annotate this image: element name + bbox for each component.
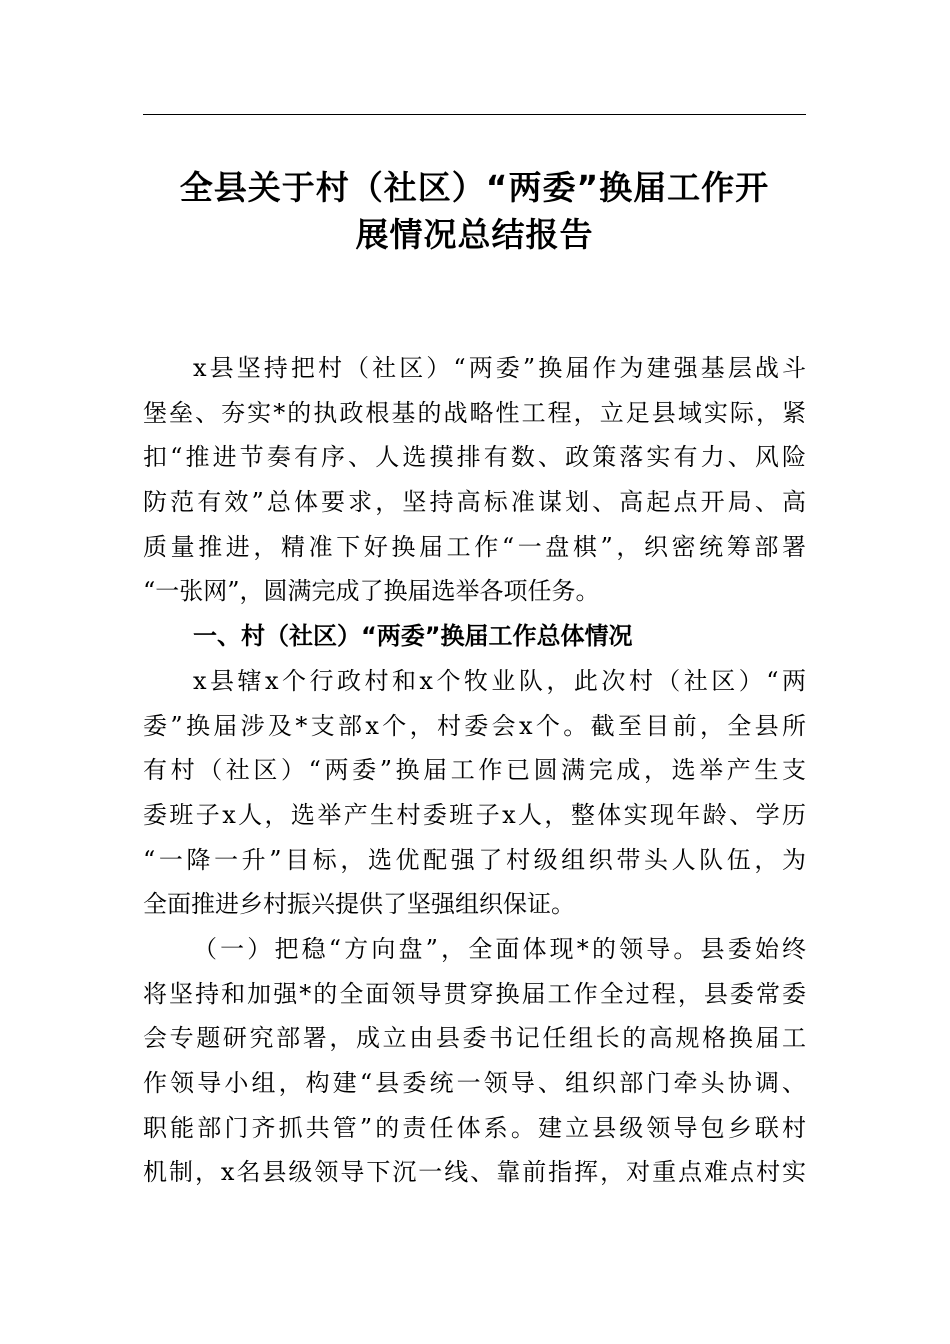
text-line: 委班子x人，选举产生村委班子x人，整体实现年龄、学历 [143, 800, 806, 829]
paragraph [143, 346, 806, 614]
text-line: 将坚持和加强*的全面领导贯穿换届工作全过程，县委常委 [143, 979, 806, 1008]
document-title [143, 164, 806, 258]
text-line: （一）把稳“方向盘”，全面体现*的领导。县委始终 [193, 934, 806, 963]
text-line: 职能部门齐抓共管”的责任体系。建立县级领导包乡联村 [143, 1113, 806, 1142]
text-line: 机制，x名县级领导下沉一线、靠前指挥，对重点难点村实 [143, 1158, 806, 1187]
text-line: 质量推进，精准下好换届工作“一盘棋”，织密统筹部署 [143, 532, 806, 561]
paragraph [143, 927, 806, 1195]
document-body [143, 346, 806, 1195]
title-line: 展情况总结报告 [355, 215, 594, 254]
paragraph [143, 659, 806, 927]
text-line: 一、村（社区）“两委”换届工作总体情况 [193, 622, 633, 651]
section-heading [143, 614, 806, 659]
text-line: x县坚持把村（社区）“两委”换届作为建强基层战斗 [193, 354, 806, 382]
title-line: 全县关于村（社区）“两委”换届工作开 [179, 168, 770, 207]
text-line: 委”换届涉及*支部x个，村委会x个。截至目前，全县所 [143, 711, 806, 740]
header-rule [143, 114, 806, 115]
text-line: “一降一升”目标，选优配强了村级组织带头人队伍，为 [143, 845, 806, 874]
text-line: “一张网”，圆满完成了换届选举各项任务。 [143, 577, 600, 606]
text-line: 作领导小组，构建“县委统一领导、组织部门牵头协调、 [143, 1069, 806, 1097]
text-line: 全面推进乡村振兴提供了坚强组织保证。 [143, 890, 575, 919]
text-line: 扣“推进节奏有序、人选摸排有数、政策落实有力、风险 [143, 443, 806, 472]
text-line: 有村（社区）“两委”换届工作已圆满完成，选举产生支 [143, 756, 806, 785]
text-line: 堡垒、夯实*的执政根基的战略性工程，立足县域实际，紧 [143, 398, 806, 427]
text-line: 会专题研究部署，成立由县委书记任组长的高规格换届工 [143, 1024, 806, 1053]
text-line: x县辖x个行政村和x个牧业队，此次村（社区）“两 [193, 666, 806, 695]
text-line: 防范有效”总体要求，坚持高标准谋划、高起点开局、高 [143, 488, 806, 517]
